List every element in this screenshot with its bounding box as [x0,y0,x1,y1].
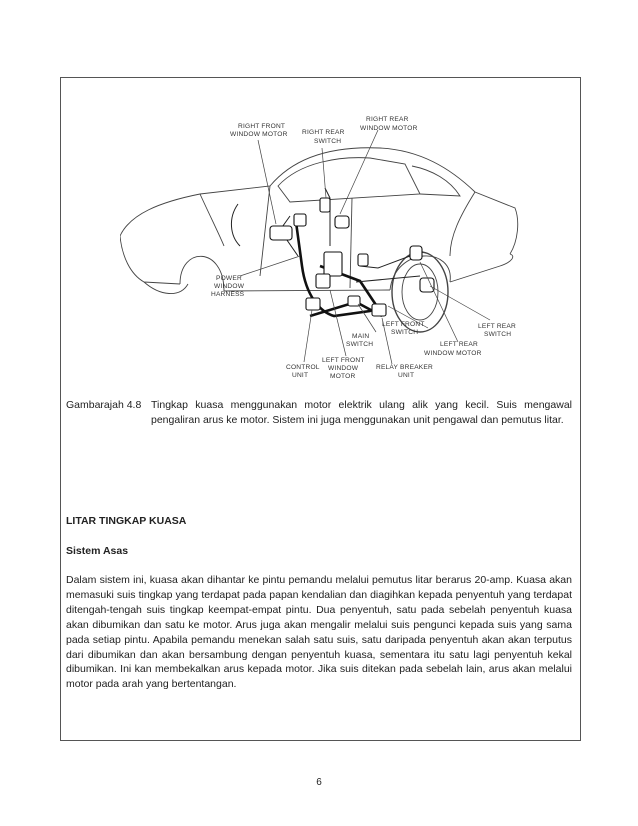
label-right-rear-window-motor: RIGHT REAR [366,116,409,123]
label-right-rear-switch: RIGHT REAR [302,129,345,136]
label-left-rear-window-motor: LEFT REAR [440,341,478,348]
label-main-switch: MAIN [352,333,370,340]
svg-text:WINDOW: WINDOW [214,283,245,290]
svg-text:UNIT: UNIT [292,372,309,379]
svg-text:WINDOW MOTOR: WINDOW MOTOR [230,131,288,138]
caption-text: Tingkap kuasa menggunakan motor elektrik ulang alik yang kecil. Suis mengawal pengaliran arus ke motor. Sistem ini juga menggunakan unit pengawal dan pemutus litar. [151,399,572,426]
svg-text:UNIT: UNIT [398,372,415,379]
svg-text:HARNESS: HARNESS [211,291,245,298]
label-control-unit: CONTROL [286,364,320,371]
body-paragraph: Dalam sistem ini, kuasa akan dihantar ke pintu pemandu melalui pemutus litar berarus 20-amp. Kuasa akan memasuki suis tingkap yang terdapat pada papan kendalian dan diagihkan kepada penyentuh yang terdapat ditengah-tengah suis tingkap keempat-empat pintu. Dua penyentuh, satu pada sebelah penyentuh kuasa akan dibumikan dan satu ke motor. Arus juga akan mengalir melalui suis pengunci kepada suis yang sama pada setiap pintu. Apabila pemandu menekan salah satu suis, satu daripada penyentuh akan akan terputus dari dibumikan dan akan bersambung dengan penyentuh kuasa, sementara itu satu lagi penyentuh kekal dibumikan. Ini kan membekalkan arus kepada motor. Jika suis ditekan pada sebelah lain, arus akan melalui motor pada arah yang bertentangan. [66,574,572,691]
svg-text:SWITCH: SWITCH [484,331,512,338]
figure-caption [66,398,572,428]
car-wiring-illustration [120,106,520,388]
power-window-diagram [120,106,520,388]
label-left-front-window-motor: LEFT FRONT [322,357,365,364]
svg-text:WINDOW: WINDOW [328,365,359,372]
label-right-front-window-motor: RIGHT FRONT [238,123,286,130]
label-left-rear-switch: LEFT REAR [478,323,516,330]
leader-lines [240,130,490,364]
svg-text:WINDOW MOTOR: WINDOW MOTOR [360,125,418,132]
label-power-window-harness: POWER [216,275,242,282]
label-left-front-switch: LEFT FRONT [382,321,425,328]
label-relay-breaker-unit: RELAY BREAKER [376,364,433,371]
svg-text:WINDOW MOTOR: WINDOW MOTOR [424,350,482,357]
page-number: 6 [316,777,322,788]
svg-text:SWITCH: SWITCH [346,341,374,348]
caption-label: Gambarajah 4.8 [66,399,142,411]
svg-text:MOTOR: MOTOR [330,373,356,380]
svg-text:SWITCH: SWITCH [391,329,419,336]
subsection-title: Sistem Asas [66,545,129,557]
svg-text:SWITCH: SWITCH [314,138,342,145]
diagram-labels [211,116,516,380]
section-title: LITAR TINGKAP KUASA [66,515,187,527]
